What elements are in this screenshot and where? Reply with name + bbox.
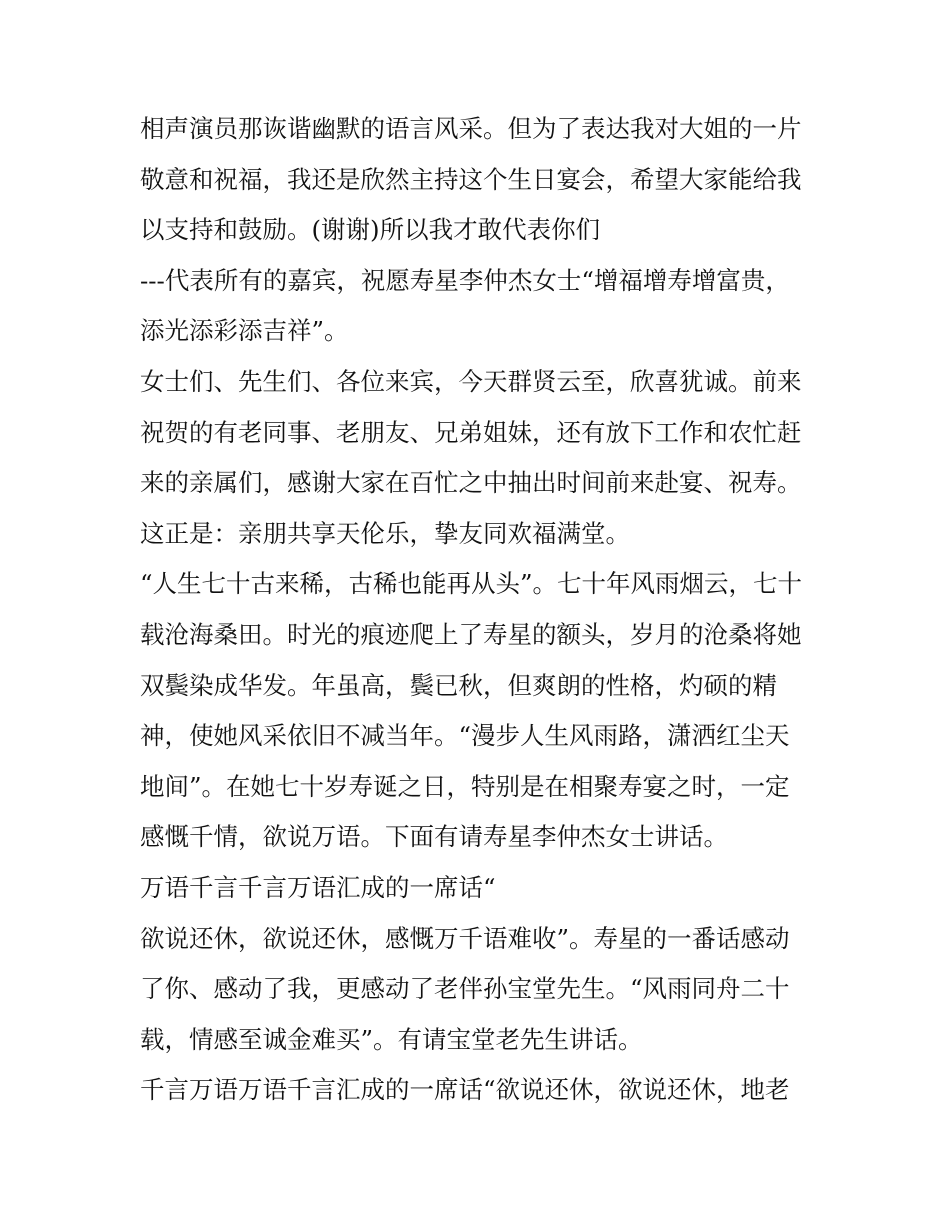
text-line: 相声演员那诙谐幽默的语言风采。但为了表达我对大姐的一片 xyxy=(140,114,802,143)
text-line: 万语千言千言万语汇成的一席话“ xyxy=(140,872,496,902)
text-line: 来的亲属们，感谢大家在百忙之中抽出时间前来赴宴、祝寿。 xyxy=(140,468,802,498)
text-line: 敬意和祝福，我还是欣然主持这个生日宴会，希望大家能给我 xyxy=(140,164,802,194)
text-line: 感慨千情，欲说万语。下面有请寿星李仲杰女士讲话。 xyxy=(140,822,728,852)
text-line: 这正是：亲朋共享天伦乐，挚友同欢福满堂。 xyxy=(140,518,630,548)
text-line: 神，使她风采依旧不减当年。“漫步人生风雨路，潇洒红尘天 xyxy=(140,721,790,751)
text-line: 欲说还休，欲说还休，感慨万千语难收”。寿星的一番话感动 xyxy=(140,923,790,953)
document-body xyxy=(140,104,830,1116)
text-line: 千言万语万语千言汇成的一席话“欲说还休，欲说还休，地老 xyxy=(140,1075,790,1105)
text-line: 祝贺的有老同事、老朋友、兄弟姐妹，还有放下工作和农忙赶 xyxy=(140,417,802,447)
text-line: 以支持和鼓励。(谢谢)所以我才敢代表你们 xyxy=(140,215,601,245)
text-line: 女士们、先生们、各位来宾，今天群贤云至，欣喜犹诚。前来 xyxy=(140,366,802,396)
text-line: 添光添彩添吉祥”。 xyxy=(140,316,349,346)
text-line: 双鬓染成华发。年虽高，鬓已秋，但爽朗的性格，灼硕的精 xyxy=(140,670,777,700)
text-line: ---代表所有的嘉宾，祝愿寿星李仲杰女士“增福增寿增富贵， xyxy=(140,265,790,295)
text-line: 载，情感至诚金难买”。有请宝堂老先生讲话。 xyxy=(140,1024,643,1054)
text-line: 了你、感动了我，更感动了老伴孙宝堂先生。“风雨同舟二十 xyxy=(140,974,790,1004)
text-line: 载沧海桑田。时光的痕迹爬上了寿星的额头，岁月的沧桑将她 xyxy=(140,619,802,649)
text-line: 地间”。在她七十岁寿诞之日，特别是在相聚寿宴之时，一定 xyxy=(140,771,790,801)
text-line: “人生七十古来稀，古稀也能再从头”。七十年风雨烟云，七十 xyxy=(140,569,803,599)
